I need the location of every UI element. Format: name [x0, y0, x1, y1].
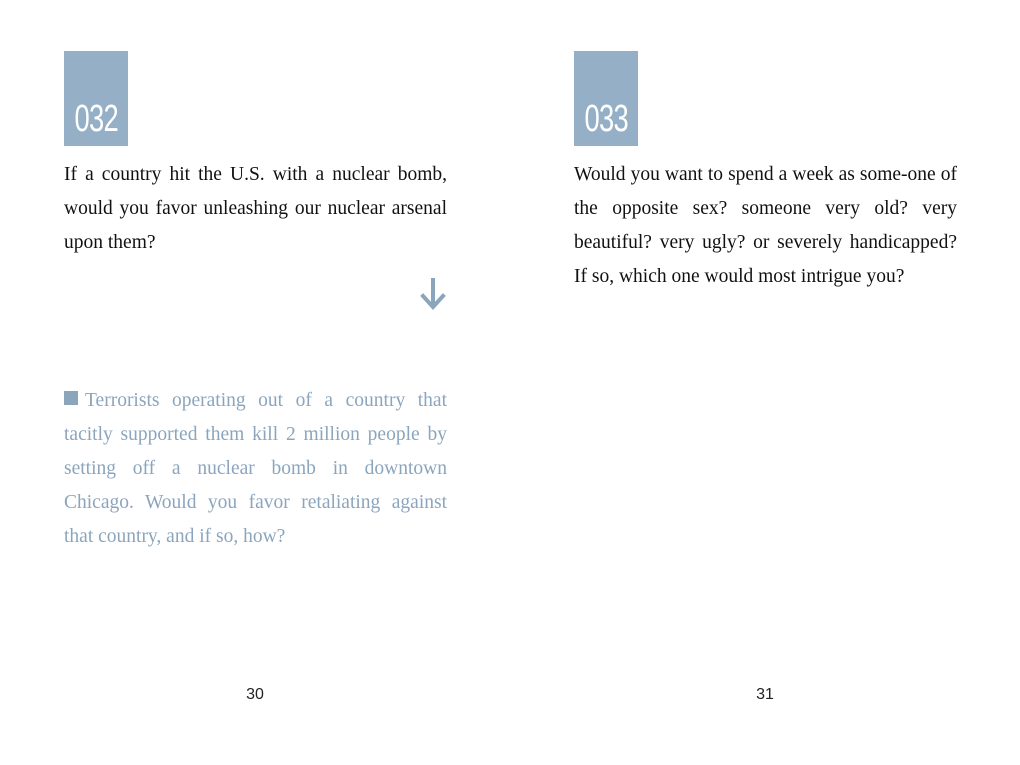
page-number: 31: [756, 686, 774, 703]
page-number: 30: [246, 686, 264, 703]
question-number-badge: [64, 51, 128, 146]
question-text: If a country hit the U.S. with a nuclear bomb, would you favor unleashing our nuclear arsenal upon them?: [64, 164, 447, 253]
question-text: Would you want to spend a week as some-one of the opposite sex? someone very old? very beautiful? very ugly? or severely handicapped? If so, which one would most intrigue you?: [574, 164, 957, 287]
arrow-down-icon: [418, 276, 448, 314]
question-number-badge: [574, 51, 638, 146]
square-bullet-icon: [64, 391, 78, 405]
right-page: [510, 0, 1020, 765]
question-number: 032: [74, 98, 118, 140]
question-number: 033: [584, 98, 628, 140]
followup-text: Terrorists operating out of a country that tacitly supported them kill 2 million people by setting off a nuclear bomb in downtown Chicago. Would you favor retaliating against that country, and if so, how?: [64, 390, 447, 547]
followup-question: [64, 384, 447, 554]
